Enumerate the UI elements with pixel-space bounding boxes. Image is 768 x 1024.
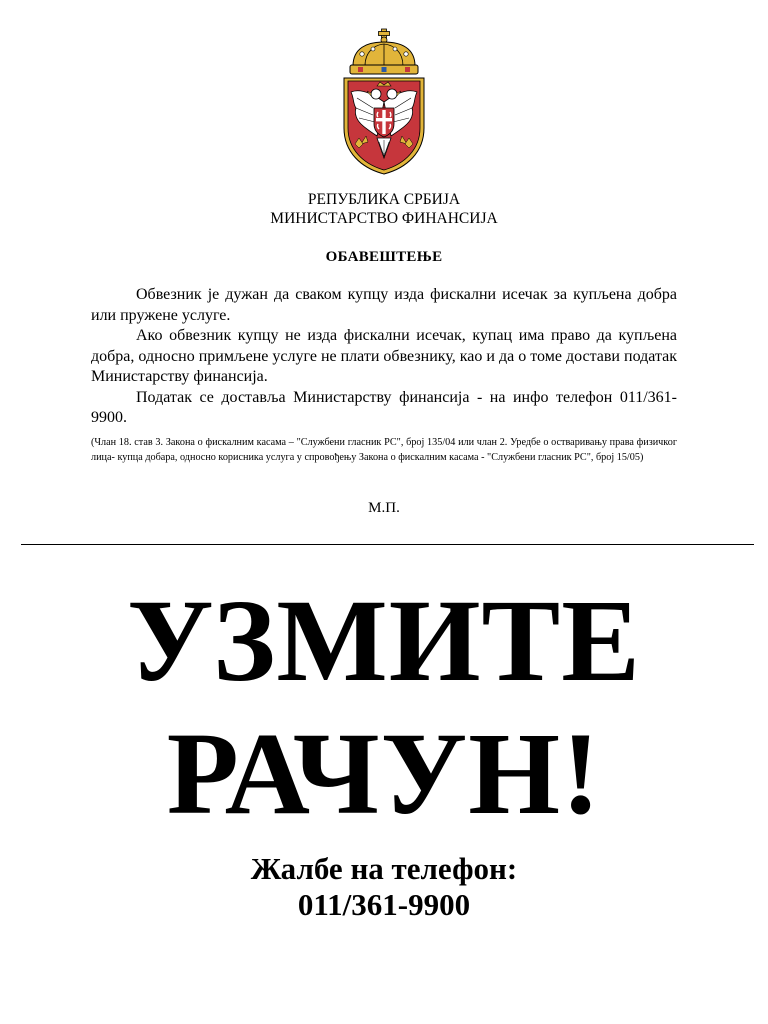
notice-paragraph-2: Ако обвезник купцу не изда фискални исечак, купац има право да купљена добра, односно примљене услуге не плати обвезнику, као и да о томе достави податак Министарству финансија. xyxy=(91,327,677,385)
complaints-phone: 011/361-9900 xyxy=(297,887,471,922)
headline-line-1: УЗМИТЕ xyxy=(127,575,641,706)
notice-paragraph-3: Податак се доставља Министарству финансија - на инфо телефон 011/361-9900. xyxy=(91,388,677,426)
headline-line-2: РАЧУН! xyxy=(166,708,602,839)
republic-name: РЕПУБЛИКА СРБИЈА xyxy=(307,191,461,208)
complaints-label: Жалбе на телефон: xyxy=(250,851,518,886)
crown-icon xyxy=(350,29,418,74)
notice-title: ОБАВЕШТЕЊЕ xyxy=(325,249,443,265)
ministry-name: МИНИСТАРСТВО ФИНАНСИЈА xyxy=(270,210,498,227)
divider xyxy=(21,544,754,545)
stamp-placeholder: М.П. xyxy=(368,500,400,516)
notice-body xyxy=(91,285,677,429)
legal-citation: (Члан 18. став 3. Закона о фискалним касама – "Службени гласник РС", број 135/04 или члан 2. Уредбе о остваривању права физичког лица- купца добара, односно корисника услуга у спровођењу Закона о фискалним касама - "Службени гласник РС", број 15/05) xyxy=(91,437,677,463)
coat-of-arms-icon xyxy=(335,28,433,178)
shield-icon xyxy=(344,78,424,174)
notice-paragraph-1: Обвезник је дужан да сваком купцу изда фискални исечак за купљена добра или пружене услуге. xyxy=(91,286,677,324)
